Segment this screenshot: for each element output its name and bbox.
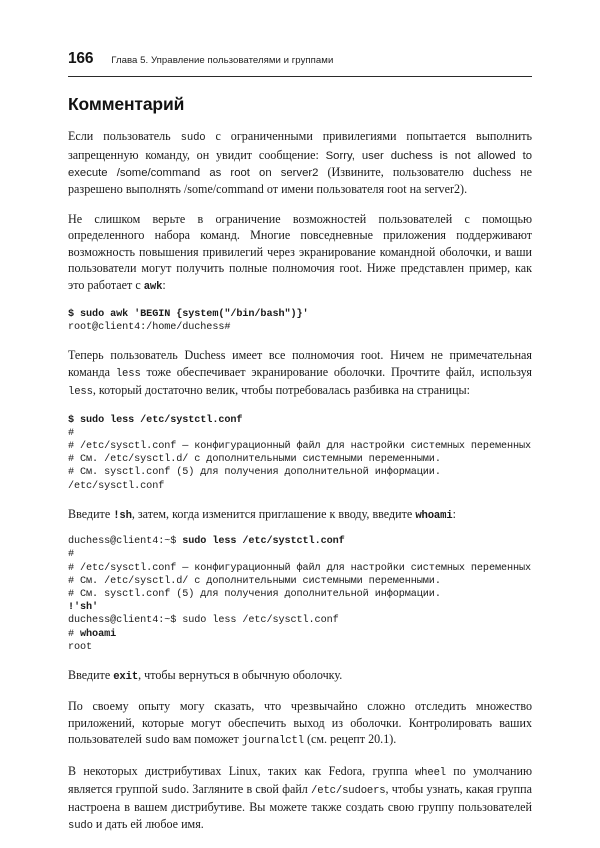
page-number: 166 [68,50,94,67]
p7-inline-code-sudo-1: sudo [161,785,187,798]
p6-text-b: вам поможет [169,732,242,747]
typed-command: $ sudo less /etc/systctl.conf [68,414,243,426]
p5-inline-code-exit: exit [113,670,139,683]
p1-text-c: (Извините, пользователю duchess не разрешено выполнять /some/command от имени пользователя root на server2). [68,165,532,197]
code-line [68,440,532,453]
p6-inline-code-journalctl: journalctl [241,735,304,748]
command-output: root [68,641,93,653]
typed-command: whoami [80,628,117,640]
paragraph-1 [68,128,532,198]
p2-inline-code-awk: awk [143,280,163,293]
command-output: root@client4:/home/duchess# [68,322,231,334]
p4-text-b: , затем, когда изменится приглашение к вводу, введите [131,506,416,521]
command-output: /etc/sysctl.conf [68,480,165,492]
code-line [68,480,532,493]
shell-prompt: # [68,628,81,640]
command-output: # См. sysctl.conf (5) для получения дополнительной информации. [68,588,441,600]
p4-text-c: : [452,506,456,521]
chapter-title: Глава 5. Управление пользователями и группами [111,55,334,66]
p3-text-a: Теперь пользователь Duchess имеет все полномочия root. Ничем не примечательная команда [68,348,532,379]
paragraph-2 [68,211,532,295]
command-output: # См. /etc/sysctl.d/ с дополнительными системными переменными. [68,454,441,466]
code-line [68,601,532,614]
code-line [68,453,532,466]
p5-text-a: Введите [68,667,114,682]
p4-inline-code-sh: !sh [113,509,132,522]
p2-text-b: : [162,277,166,292]
p1-error-message: Sorry, user duchess is not allowed to execute /some/command as root on server2 [68,149,532,180]
code-line [68,308,532,321]
code-line [68,641,532,654]
p1-inline-code-sudo: sudo [180,132,206,145]
typed-command: !'sh' [68,602,99,614]
code-line [68,321,532,334]
code-line [68,628,532,641]
p5-text-b: , чтобы вернуться в обычную оболочку. [138,667,343,682]
code-line [68,614,532,627]
code-block-shell-escape [68,535,532,654]
p4-text-a: Введите [68,506,114,521]
code-line [68,548,532,561]
paragraph-3 [68,347,532,400]
p3-inline-code-less-2: less [68,386,93,399]
command-output: duchess@client4:~$ sudo less /etc/sysctl.conf [68,615,339,627]
running-head [68,50,532,68]
command-output: # [68,427,75,439]
section-heading: Комментарий [68,94,185,114]
command-output: # /etc/sysctl.conf — конфигурационный файл для настройки системных переменных [68,440,532,452]
p7-text-a: В некоторых дистрибутивах Linux, таких как Fedora, группа [68,763,415,778]
p6-text-c: (см. рецепт 20.1). [303,732,397,747]
page-content [68,95,532,847]
command-output: # [68,549,75,561]
code-line [68,588,532,601]
p7-inline-code-sudo-2: sudo [68,819,93,832]
p7-text-c: . Загляните в свой файл [186,782,312,797]
command-output: # См. /etc/sysctl.d/ с дополнительными системными переменными. [68,575,441,587]
p3-text-b: тоже обеспечивает экранирование оболочки. Прочтите файл, используя [140,364,532,379]
p7-text-d: , чтобы узнать, какая группа настроена в вашем дистрибутиве. Вы можете также создать свою группу пользователей [68,782,532,815]
p3-inline-code-less-1: less [115,367,141,380]
paragraph-7 [68,763,532,835]
p7-inline-code-wheel: wheel [414,766,447,779]
paragraph-5 [68,667,532,685]
p7-inline-code-sudoers-path: /etc/sudoers [311,785,386,798]
paragraph-6 [68,698,532,749]
p1-text-a: Если пользователь [68,129,181,144]
p7-text-b: по умолчанию является группой [68,763,532,797]
paragraph-4 [68,506,532,524]
p4-inline-code-whoami: whoami [415,509,453,522]
code-line [68,535,532,548]
code-block-less [68,414,532,493]
p1-text-b: с ограниченными привилегиями попытается выполнить запрещенную команду, он увидит сообщение: [68,129,532,162]
p3-text-c: , который достаточно велик, чтобы потребовалась разбивка на страницы: [92,383,471,398]
command-output: # /etc/sysctl.conf — конфигурационный файл для настройки системных переменных [68,562,532,574]
code-line [68,414,532,427]
typed-command: $ sudo awk 'BEGIN {system("/bin/bash")}' [68,308,309,320]
code-line [68,562,532,575]
typed-command: sudo less /etc/systctl.conf [182,536,345,548]
code-block-awk [68,308,532,334]
p2-text-a: Не слишком верьте в ограничение возможностей пользователей с помощью определенного набора команд. Многие повседневные приложения поддерживают возможность повышения привилегий через экранирование командной оболочки, и ваши пользователи могут получить полные полномочия root. Ниже представлен пример, как это работает с [68,211,532,292]
code-line [68,427,532,440]
code-line [68,466,532,479]
shell-prompt: duchess@client4:~$ [68,536,183,548]
p6-text-a: По своему опыту могу сказать, что чрезвычайно сложно отследить множество приложений, которые могут обеспечить выход из оболочки. Контролировать ваших пользователей [68,699,532,747]
command-output: # См. sysctl.conf (5) для получения дополнительной информации. [68,467,441,479]
code-line [68,575,532,588]
header-divider [68,76,532,77]
p7-text-e: и дать ей любое имя. [92,816,204,831]
p6-inline-code-sudo: sudo [144,735,170,748]
